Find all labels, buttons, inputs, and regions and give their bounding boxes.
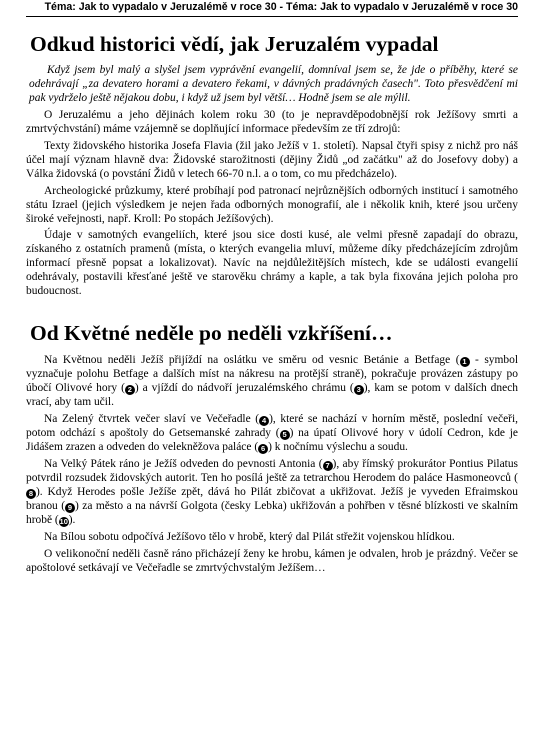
marker-2-icon: 2 [125,385,135,395]
section-title-holy-week: Od Květné neděle po neděli vzkříšení… [30,321,393,346]
running-header: Téma: Jak to vypadalo v Jeruzalémě v roce 30 - Téma: Jak to vypadalo v Jeruzalémě v roce 30 [26,0,518,17]
paragraph-holy-saturday: Na Bílou sobotu odpočívá Ježíšovo tělo v hrobě, který dal Pilát střežit vojenskou hlídkou. [44,530,455,543]
paragraph-good-friday: Na Velký Pátek ráno je Ježíš odveden do pevnosti Antonia ( 7 ), aby římský prokurátor Pontius Pilatus potvrdil rozsudek židovských autorit. Ten ho posílá ještě za tetrarchou Herodem do paláce Hasmoneovců (8 ). Když Herodes pošle Ježíše zpět, dává ho Pilát zbičovat a ukřižovat. Ježíš je vyveden Efraimskou branou ( 9 ) za město a na návrší Golgota (česky Lebka) ukřižován a pohřben v těsné blízkosti ve skalním hrobě (10). [26,457,518,526]
paragraph-easter-sunday: O velikonoční neděli časně ráno přicházejí ženy ke hrobu, kámen je odvalen, hrob je prázdný. Večer se apoštolové setkávají ve Večeřadle se zmrtvýchvstalým Ježíšem… [26,547,518,574]
marker-5-icon: 5 [280,430,290,440]
marker-7-icon: 7 [323,461,333,471]
paragraph-josephus: Texty židovského historika Josefa Flavia (žil jako Ježíš v 1. století). Napsal čtyři spisy z nichž pro náš účel mají význam hlavně dva: Židovské starožitnosti (dějiny Židů „od začátku" až do Josefovy doby) a Válka židovská (o povstání Židů v letech 66-70 n.l. a o tom, co mu předcházelo). [26,139,518,180]
marker-9-icon: 9 [65,503,75,513]
marker-6-icon: 6 [258,444,268,454]
paragraph-archaeology: Archeologické průzkumy, které probíhají pod patronací nejrůznějších odborných institucí i samotného státu Izrael (jejich výsledkem je nejen řada odborných monografií, ale i několik knih, které jsou určeny široké veřejnosti, např. Kroll: Po stopách Ježíšových). [26,184,518,225]
paragraph-sources-intro: O Jeruzalému a jeho dějinách kolem roku 30 (to je nepravděpodobnější rok Ježíšovy smrti a zmrtvýchvstání) máme vzájemně se doplňující informace především ze tří zdrojů: [26,108,518,135]
marker-8-icon: 8 [26,489,36,499]
paragraph-maundy-thursday: Na Zelený čtvrtek večer slaví ve Večeřadle ( 4 ), které se nachází v horním městě, poslední večeři, potom odchází s apoštoly do Getsemanské zahrady ( 5 ) na úpatí Olivové hory v údolí Cedron, kde je Jidášem zrazen a odveden do velekněžova paláce ( 6 ) k nočnímu výslechu a soudu. [26,413,518,453]
marker-3-icon: 3 [354,385,364,395]
marker-10-icon: 10 [59,516,68,526]
marker-1-icon: 1 [460,357,470,367]
intro-quote: Když jsem byl malý a slyšel jsem vyprávění evangelií, domníval jsem se, že jde o příběhy, které se odehrávají „za devatero horami a devatero řekami, v dávných pradávných časech". Toto přesvědčení mi pak vydrželo ještě nějakou dobu, i když už jsem byl větší… Hodně jsem se ale mýlil. [29,64,518,104]
section-title-sources: Odkud historici vědí, jak Jeruzalém vypadal [30,32,439,56]
marker-4-icon: 4 [259,416,269,426]
paragraph-palm-sunday: Na Květnou neděli Ježíš přijíždí na oslátku ve směru od vesnic Betánie a Betfage ( 1 - symbol vyznačuje polohu Betfage a dalších míst na nákresu na protější straně), pokračuje provázen zástupy po úbočí Olivové hory ( 2 ) a vjíždí do nádvoří jeruzalémského chrámu ( 3 ), kam se potom v dalších dnech vrací, aby tam učil. [26,354,518,409]
paragraph-gospels: Údaje v samotných evangeliích, které jsou sice dosti kusé, ale velmi přesně zapadají do obrazu, získaného z ostatních pramenů (místa, o kterých evangelia mluví, můžeme díky předcházejícím zdrojům informací přesně popsat a lokalizovat). Navíc na nejdůležitějších místech, kde se události evangelií odehrávaly, postavili křesťané ještě ve starověku chrámy a kaple, a tak byla fixována jejich poloha pro budoucnost. [26,229,518,298]
